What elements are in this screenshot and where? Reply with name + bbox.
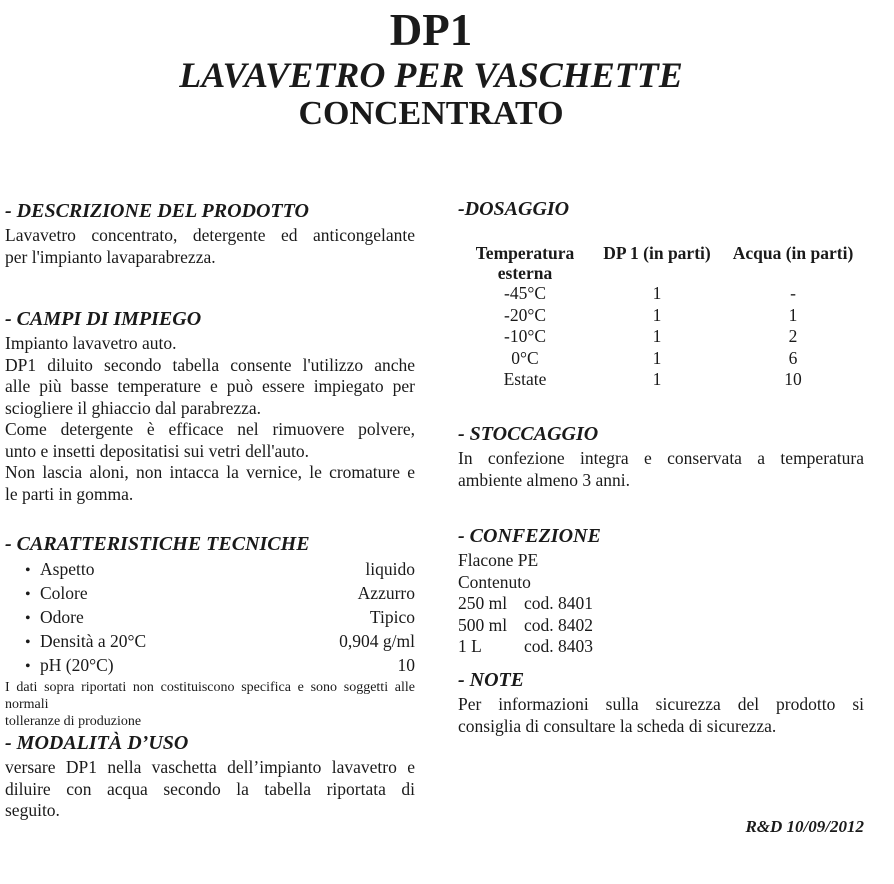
- table-cell: 10: [784, 369, 802, 389]
- property-label: Colore: [40, 583, 88, 603]
- list-item: [5, 582, 415, 606]
- note-body: [458, 694, 864, 737]
- text-line: per l'impianto lavaparabrezza.: [5, 246, 216, 267]
- product-subtitle: LAVAVETRO PER VASCHETTE: [179, 55, 683, 95]
- product-name: DP1: [389, 5, 473, 55]
- text-line: tolleranze di produzione: [5, 714, 142, 729]
- section-confezione: [458, 525, 864, 658]
- descrizione-heading: - DESCRIZIONE DEL PRODOTTO: [5, 200, 309, 222]
- package-size: 1 L: [458, 636, 482, 656]
- bullet-icon: •: [25, 586, 31, 603]
- tolerances-disclaimer: [5, 679, 415, 730]
- table-header-acqua: Acqua (in parti): [732, 243, 854, 263]
- revision-footer: R&D 10/09/2012: [745, 817, 864, 836]
- bullet-icon: •: [25, 562, 31, 579]
- list-item: [5, 558, 415, 582]
- table-cell: 1: [652, 369, 662, 389]
- dosage-table: [458, 243, 864, 391]
- bullet-icon: •: [25, 610, 31, 627]
- package-size: 250 ml: [458, 593, 508, 613]
- text-line: Flacone PE: [458, 550, 539, 570]
- modalita-body: [5, 757, 415, 822]
- stoccaggio-body: [458, 448, 864, 491]
- confezione-heading: - CONFEZIONE: [458, 525, 601, 547]
- text-line: In confezione integra e conservata a temperatura: [458, 448, 864, 468]
- text-line: le parti in gomma.: [5, 483, 134, 504]
- table-cell: 6: [788, 347, 798, 368]
- property-value: 0,904 g/ml: [339, 631, 415, 651]
- text-line: consiglia di consultare la scheda di sicurezza.: [458, 715, 777, 736]
- text-line: Contenuto: [458, 571, 531, 592]
- table-cell: Estate: [503, 369, 547, 389]
- section-caratteristiche-tecniche: [5, 533, 415, 730]
- package-code: cod. 8403: [524, 636, 594, 656]
- table-cell: 0°C: [511, 347, 539, 368]
- product-subtitle-2: CONCENTRATO: [298, 95, 564, 132]
- table-header-temperatura: Temperatura esterna: [475, 243, 575, 283]
- table-cell: 1: [652, 326, 662, 346]
- section-note: [458, 669, 864, 737]
- list-item: [5, 630, 415, 654]
- table-cell: 1: [652, 283, 662, 303]
- table-cell: -: [790, 283, 796, 303]
- text-line: Come detergente è efficace nel rimuovere polvere,: [5, 419, 415, 439]
- title-block: [0, 5, 862, 132]
- section-stoccaggio: [458, 423, 864, 491]
- confezione-body: [458, 550, 864, 658]
- table-cell: 1: [788, 304, 798, 325]
- note-heading: - NOTE: [458, 669, 525, 691]
- descrizione-body: [5, 225, 415, 268]
- caratteristiche-list: [5, 558, 415, 678]
- property-label: Aspetto: [40, 559, 95, 579]
- table-cell: -20°C: [504, 304, 546, 325]
- text-line: diluire con acqua secondo la tabella riportata di: [5, 778, 415, 799]
- text-line: alle più basse temperature e può essere impiegato per: [5, 376, 415, 396]
- table-cell: -45°C: [504, 283, 546, 303]
- table-cell: 2: [788, 326, 798, 346]
- text-line: sciogliere il ghiaccio dal parabrezza.: [5, 397, 262, 418]
- property-label: Odore: [40, 607, 84, 627]
- package-row: [458, 615, 864, 637]
- bullet-icon: •: [25, 634, 31, 651]
- package-row: [458, 636, 864, 658]
- stoccaggio-heading: - STOCCAGGIO: [458, 423, 599, 445]
- property-value: liquido: [365, 559, 415, 579]
- caratteristiche-heading: - CARATTERISTICHE TECNICHE: [5, 533, 310, 555]
- campi-body: [5, 333, 415, 505]
- section-campi-di-impiego: [5, 308, 415, 505]
- campi-heading: - CAMPI DI IMPIEGO: [5, 308, 202, 330]
- text-line: Per informazioni sulla sicurezza del prodotto si: [458, 694, 864, 714]
- section-modalita-duso: [5, 732, 415, 822]
- package-code: cod. 8401: [524, 593, 594, 613]
- bullet-icon: •: [25, 658, 31, 675]
- text-line: Non lascia aloni, non intacca la vernice, le cromature e: [5, 462, 415, 482]
- list-item: [5, 606, 415, 630]
- modalita-heading: - MODALITÀ D’USO: [5, 732, 189, 754]
- text-line: unto e insetti depositatisi sui vetri dell'auto.: [5, 440, 310, 461]
- text-line: ambiente almeno 3 anni.: [458, 469, 631, 490]
- table-header-dp1: DP 1 (in parti): [603, 243, 711, 263]
- property-label: Densità a 20°C: [40, 631, 147, 651]
- property-value: Tipico: [369, 607, 415, 627]
- property-label: pH (20°C): [40, 655, 114, 675]
- text-line: Impianto lavavetro auto.: [5, 333, 177, 353]
- property-value: Azzurro: [357, 583, 415, 603]
- text-line: Lavavetro concentrato, detergente ed anticongelante: [5, 225, 415, 245]
- package-code: cod. 8402: [524, 614, 594, 635]
- property-value: 10: [397, 655, 415, 675]
- list-item: [5, 654, 415, 678]
- table-cell: -10°C: [504, 326, 546, 346]
- text-line: seguito.: [5, 800, 60, 820]
- dosaggio-heading: -DOSAGGIO: [458, 198, 570, 220]
- text-line: versare DP1 nella vaschetta dell’impianto lavavetro e: [5, 757, 415, 777]
- text-line: DP1 diluito secondo tabella consente l'utilizzo anche: [5, 354, 415, 375]
- table-cell: 1: [652, 347, 662, 368]
- section-dosaggio: [458, 198, 864, 391]
- package-row: [458, 593, 864, 615]
- package-size: 500 ml: [458, 614, 508, 635]
- table-cell: 1: [652, 304, 662, 325]
- section-descrizione: [5, 200, 415, 268]
- text-line: I dati sopra riportati non costituiscono specifica e sono soggetti alle normali: [5, 680, 415, 712]
